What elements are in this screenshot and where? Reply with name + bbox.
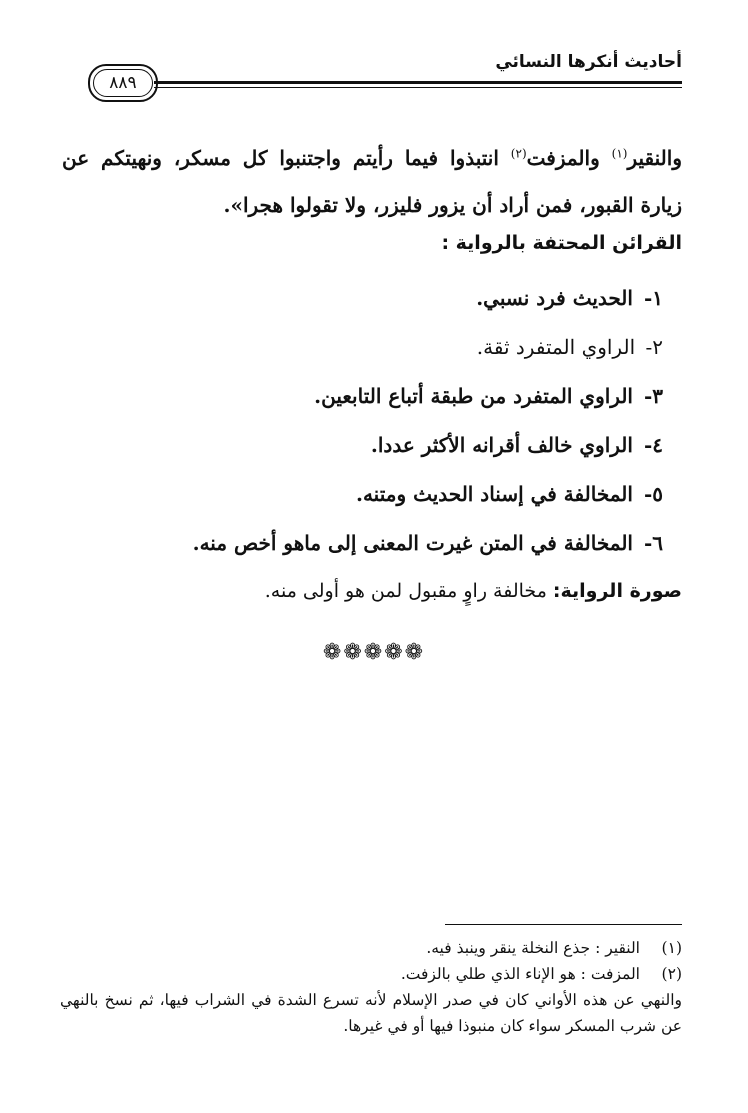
list-item bbox=[193, 430, 663, 479]
footnote-separator bbox=[445, 924, 682, 925]
list-item bbox=[193, 381, 663, 430]
list-item-number: ١- bbox=[643, 286, 663, 310]
footnote-mark: (٢) bbox=[661, 965, 682, 983]
list-item bbox=[193, 479, 663, 528]
page-header bbox=[62, 52, 682, 108]
list-item-number: ٦- bbox=[643, 531, 663, 555]
narration-image-text: مخالفة راوٍ مقبول لمن هو أولى منه. bbox=[264, 580, 553, 602]
list-item-number: ٣- bbox=[643, 384, 663, 408]
header-rule-thick bbox=[154, 81, 682, 84]
list-item-text: الراوي المتفرد من طبقة أتباع التابعين. bbox=[314, 384, 633, 408]
page-number-frame bbox=[88, 64, 158, 102]
list-item bbox=[193, 332, 663, 381]
header-rule-thin bbox=[154, 87, 682, 88]
list-item-number: ٢- bbox=[645, 335, 663, 359]
list-item-text: الحديث فرد نسبي. bbox=[476, 286, 633, 310]
list-item-text: الراوي المتفرد ثقة. bbox=[476, 335, 636, 359]
list-item-number: ٤- bbox=[643, 433, 663, 457]
footnote-continuation: والنهي عن هذه الأواني كان في صدر الإسلام لأنه تسرع الشدة في الشراب فيها، ثم نسخ بالنهي عن شرب المسكر سواء كان منبوذا فيها أو في غيرها. bbox=[60, 991, 682, 1035]
section-ornament: ❁❁❁❁❁ bbox=[322, 640, 426, 665]
footnote-mark: (١) bbox=[661, 939, 682, 957]
body-text-start: والنقير bbox=[627, 146, 682, 170]
footnote-ref-1: (١) bbox=[611, 146, 628, 161]
footnote bbox=[60, 961, 682, 987]
section-heading: القرائن المحتفة بالرواية : bbox=[441, 232, 682, 254]
list-item bbox=[193, 283, 663, 332]
evidence-list bbox=[193, 283, 663, 577]
footnote bbox=[60, 935, 682, 961]
list-item-number: ٥- bbox=[643, 482, 663, 506]
list-item-text: الراوي خالف أقرانه الأكثر عددا. bbox=[370, 433, 633, 457]
narration-image-label: صورة الرواية: bbox=[552, 580, 682, 602]
running-title: أحاديث أنكرها النسائي bbox=[495, 52, 682, 72]
list-item bbox=[193, 528, 663, 577]
body-text-end: انتبذوا فيما رأيتم واجتنبوا كل مسكر، ونهيتكم عن زيارة القبور، فمن أراد أن يزور فليزر، ولا تقولوا هجرا». bbox=[62, 146, 682, 217]
footnote-text: النقير : جذع النخلة ينقر وينبذ فيه. bbox=[426, 939, 640, 957]
body-paragraph bbox=[62, 135, 682, 229]
narration-image-line bbox=[265, 580, 682, 602]
page-number: ٨٨٩ bbox=[109, 73, 137, 93]
list-item-text: المخالفة في المتن غيرت المعنى إلى ماهو أخص منه. bbox=[192, 531, 633, 555]
footnote-ref-2: (٢) bbox=[510, 146, 527, 161]
footnote-text: المزفت : هو الإناء الذي طلي بالزفت. bbox=[400, 965, 640, 983]
footnotes bbox=[60, 935, 682, 1039]
list-item-text: المخالفة في إسناد الحديث ومتنه. bbox=[355, 482, 633, 506]
body-text-middle: والمزفت bbox=[526, 146, 612, 170]
